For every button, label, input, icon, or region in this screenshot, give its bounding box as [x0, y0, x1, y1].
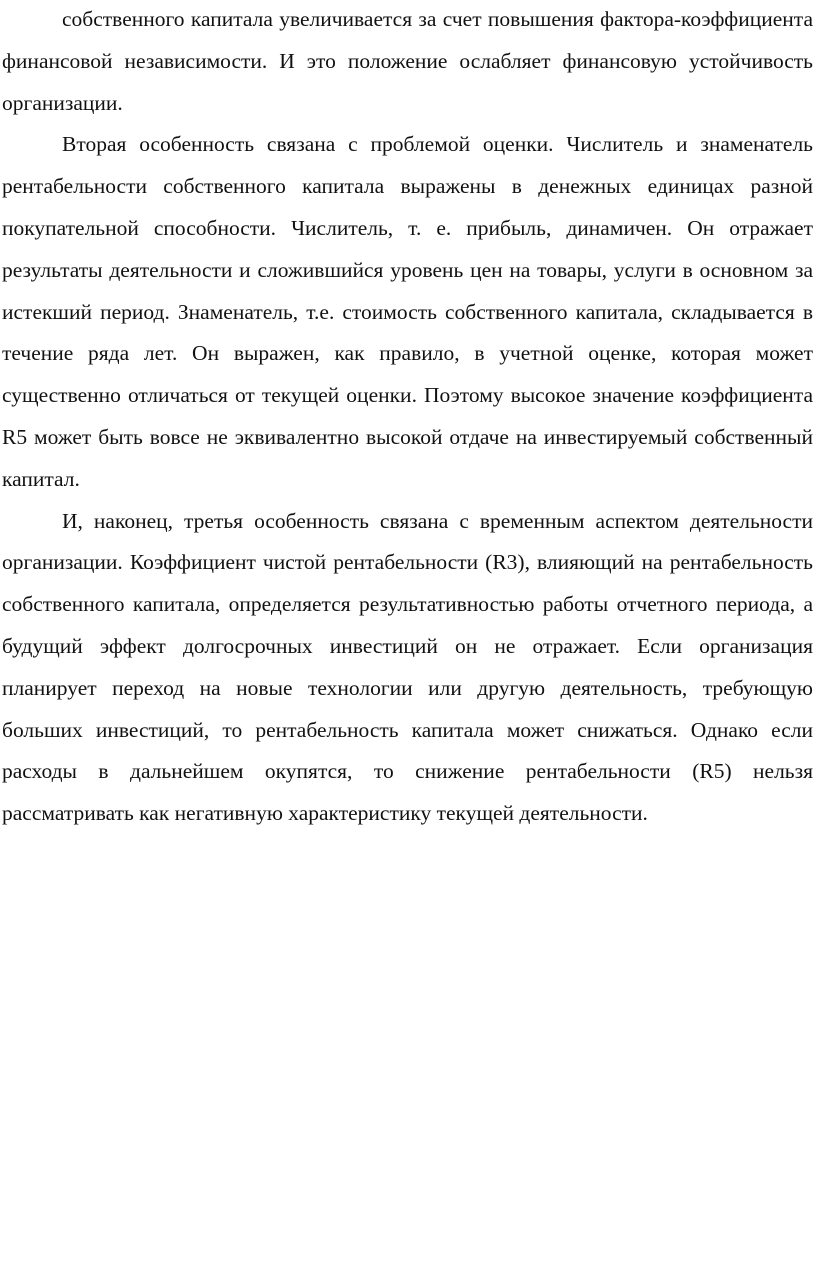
paragraph-second-feature: Вторая особенность связана с проблемой оценки. Числитель и знаменатель рентабельности собственного капитала выражены в денежных единицах разной покупательной способности. Числитель, т. е. прибыль, динамичен. Он отражает результаты деятельности и сложившийся уровень цен на товары, услуги в основном за истекший период. Знаменатель, т.е. стоимость собственного капитала, складывается в течение ряда лет. Он выражен, как правило, в учетной оценке, которая может существенно отличаться от текущей оценки. Поэтому высокое значение коэффициента R5 может быть вовсе не эквивалентно высокой отдаче на инвестируемый собственный капитал.	[2, 132, 813, 491]
paragraph-third-feature: И, наконец, третья особенность связана с временным аспектом деятельности организации. Коэффициент чистой рентабельности (R3), влияющий на рентабельность собственного капитала, определяется результативностью работы отчетного периода, а будущий эффект долгосрочных инвестиций он не отражает. Если организация планирует переход на новые технологии или другую деятельность, требующую больших инвестиций, то рентабельность капитала может снижаться. Однако если расходы в дальнейшем окупятся, то снижение рентабельности (R5) нельзя рассматривать как негативную характеристику текущей деятельности.	[2, 508, 813, 826]
paragraph-continuation: собственного капитала увеличивается за счет повышения фактора-коэффициента финансовой независимости. И это положение ослабляет финансовую устойчивость организации.	[2, 7, 813, 115]
